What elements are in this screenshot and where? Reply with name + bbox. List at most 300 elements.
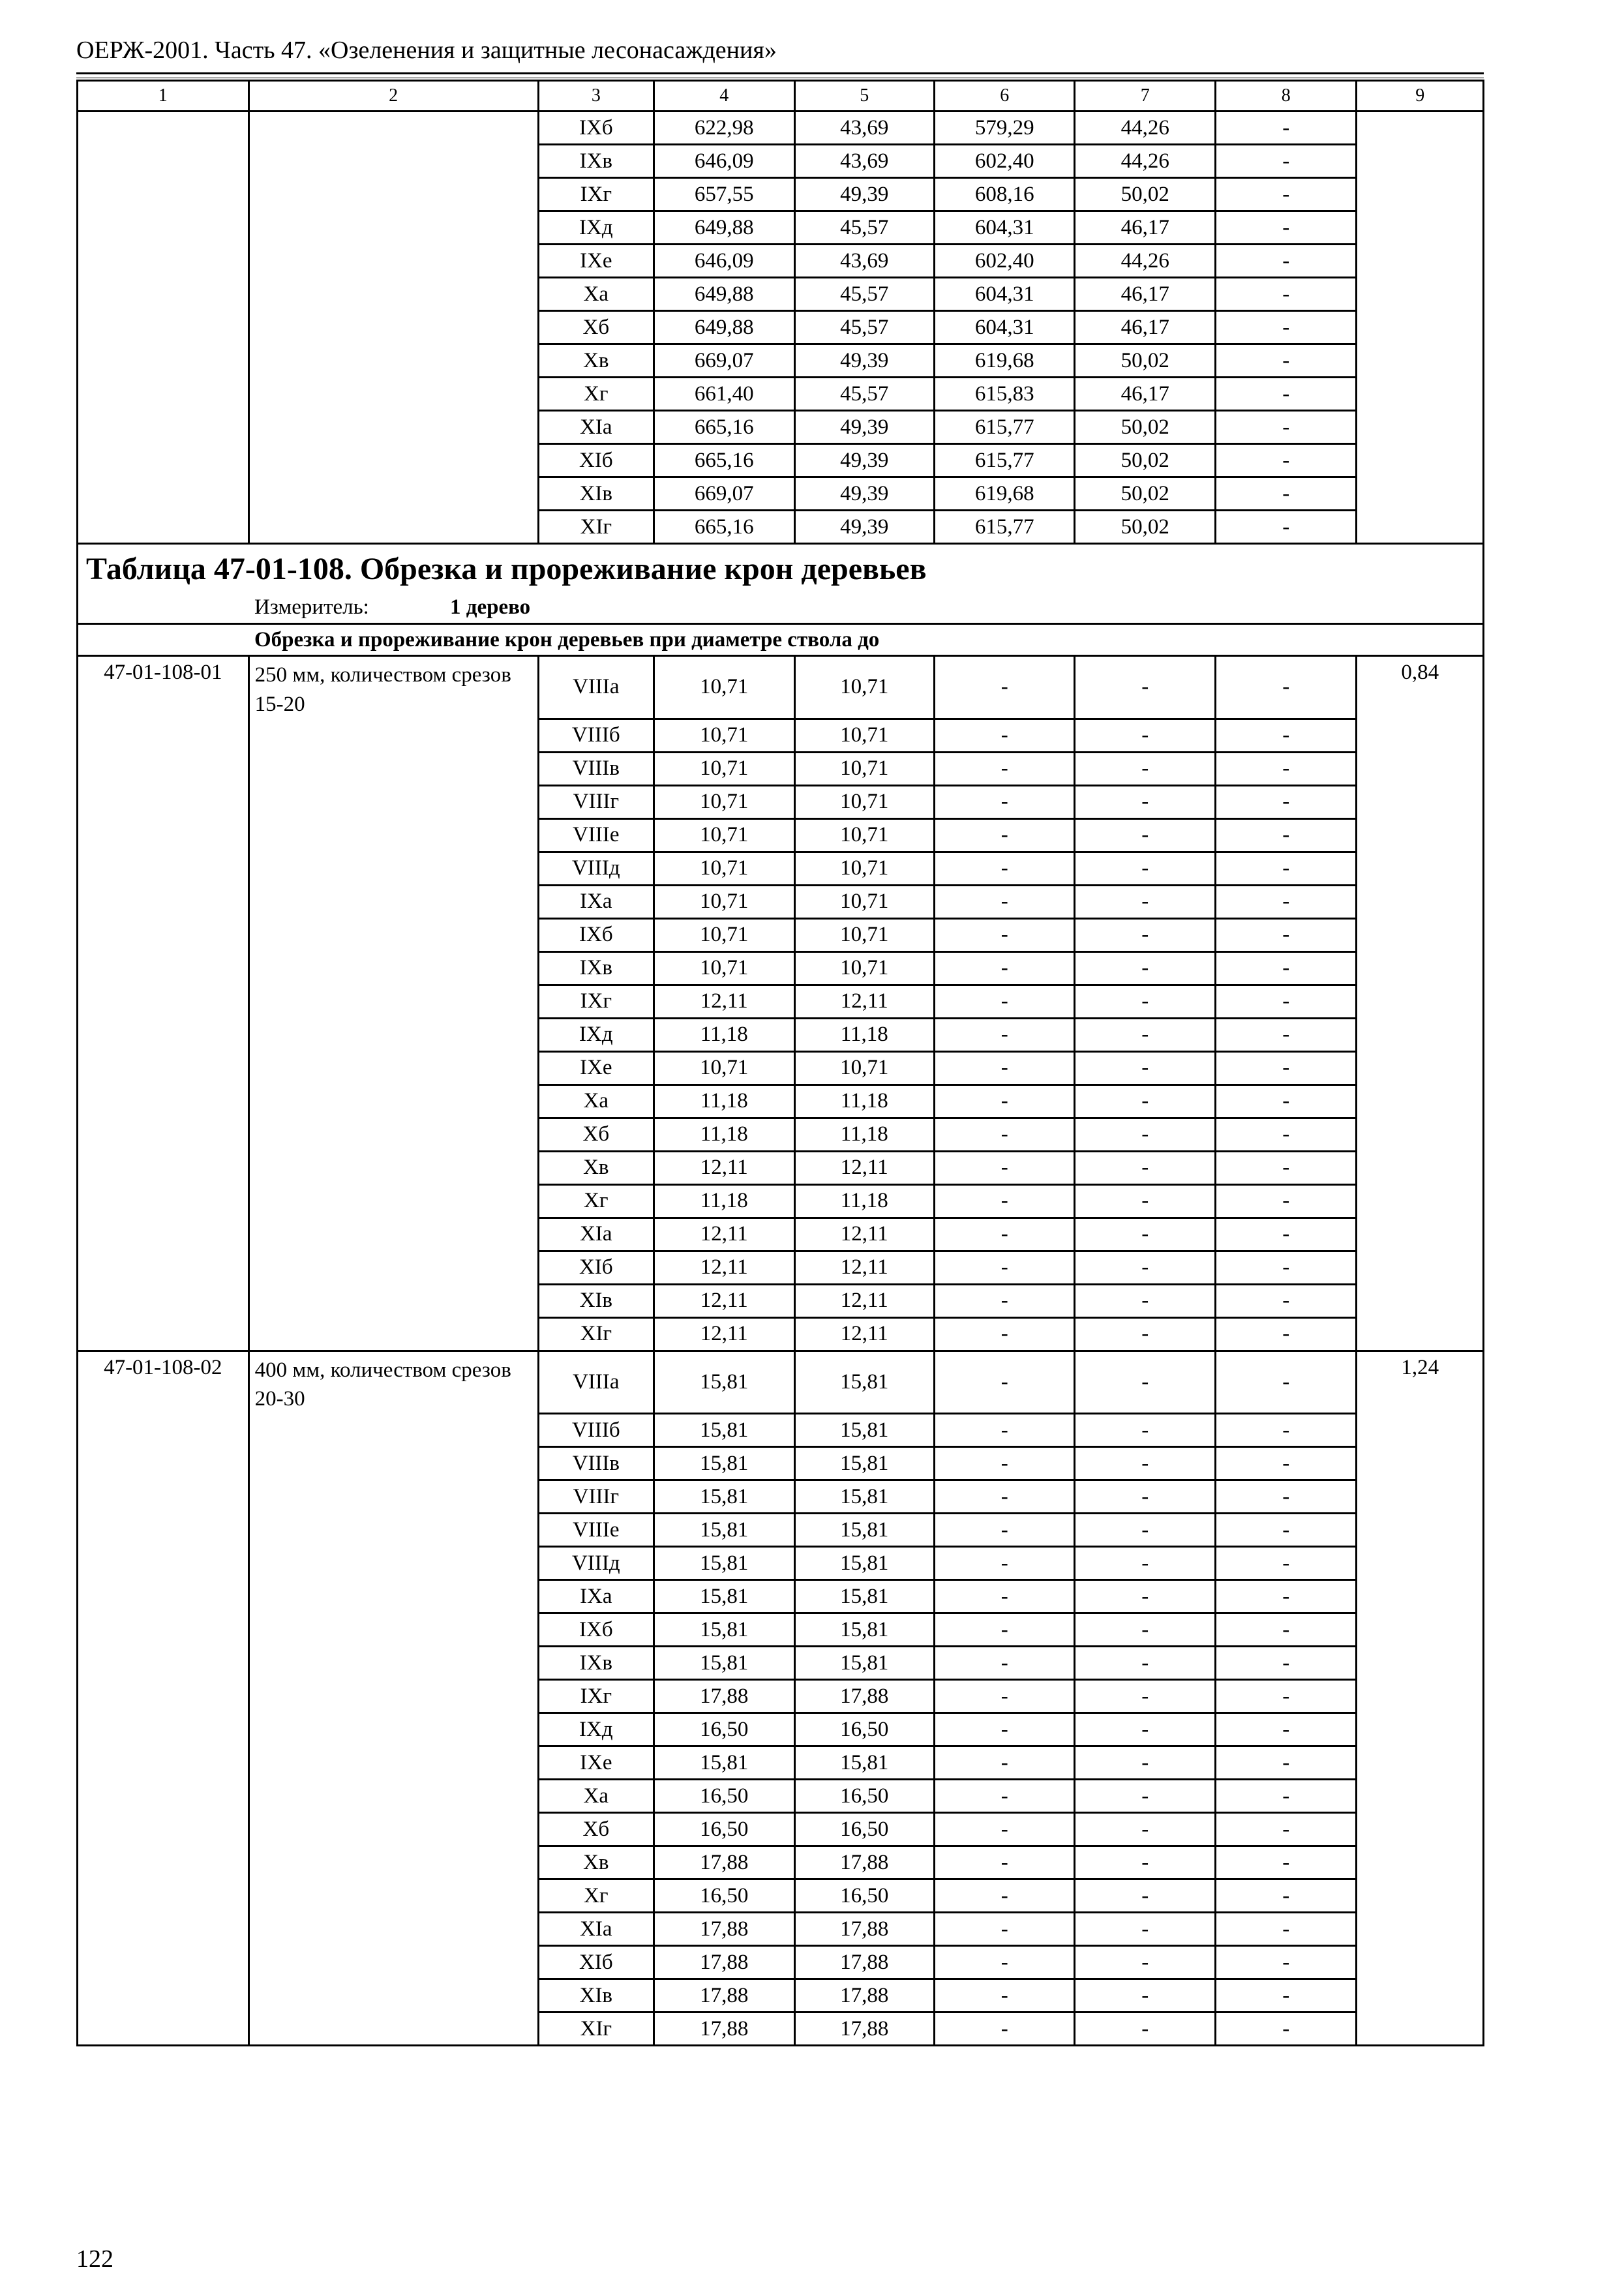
table-cell: 12,11 bbox=[794, 1284, 934, 1317]
table-row bbox=[78, 1085, 1484, 1118]
table-cell: 622,98 bbox=[654, 112, 794, 145]
table-cell: - bbox=[934, 1085, 1074, 1118]
table-cell: - bbox=[1075, 1813, 1215, 1846]
table-cell: 649,88 bbox=[654, 211, 794, 245]
code-cell bbox=[78, 885, 249, 918]
code-cell bbox=[78, 1547, 249, 1580]
table-cell: 49,39 bbox=[794, 344, 934, 378]
table-cell: 44,26 bbox=[1075, 112, 1215, 145]
table-cell: 17,88 bbox=[794, 1846, 934, 1879]
name-cell bbox=[248, 112, 538, 145]
table-cell: 615,77 bbox=[934, 411, 1074, 444]
table-cell: - bbox=[934, 1317, 1074, 1351]
table-cell: - bbox=[1215, 511, 1357, 544]
coef-cell bbox=[1357, 1447, 1484, 1480]
code-cell bbox=[78, 1580, 249, 1613]
table-cell: VIIIа bbox=[538, 1351, 654, 1414]
table-cell: 12,11 bbox=[654, 985, 794, 1018]
coef-cell bbox=[1357, 1151, 1484, 1184]
name-cell bbox=[248, 785, 538, 818]
code-cell bbox=[78, 1514, 249, 1547]
table-cell: - bbox=[1075, 1184, 1215, 1218]
table-cell: 11,18 bbox=[654, 1184, 794, 1218]
code-cell bbox=[78, 344, 249, 378]
table-cell: 17,88 bbox=[794, 1946, 934, 1979]
code-cell bbox=[78, 1018, 249, 1051]
table-cell: 46,17 bbox=[1075, 278, 1215, 311]
table-cell: - bbox=[1075, 1613, 1215, 1647]
code-cell bbox=[78, 1317, 249, 1351]
code-cell bbox=[78, 178, 249, 211]
code-cell bbox=[78, 411, 249, 444]
table-cell: - bbox=[1215, 2012, 1357, 2046]
name-cell bbox=[248, 951, 538, 985]
name-cell bbox=[248, 311, 538, 344]
coef-cell bbox=[1357, 785, 1484, 818]
name-cell bbox=[248, 1979, 538, 2012]
table-cell: IXе bbox=[538, 1051, 654, 1085]
table-cell: - bbox=[1075, 1746, 1215, 1780]
table-cell: 619,68 bbox=[934, 344, 1074, 378]
page-number: 122 bbox=[76, 2245, 113, 2273]
name-cell: 400 мм, количеством срезов 20-30 bbox=[248, 1351, 538, 1414]
name-cell bbox=[248, 1151, 538, 1184]
table-cell: 11,18 bbox=[794, 1085, 934, 1118]
table-cell: - bbox=[1215, 752, 1357, 785]
table-cell: - bbox=[934, 1051, 1074, 1085]
table-cell: - bbox=[1215, 656, 1357, 719]
table-cell: 17,88 bbox=[654, 1913, 794, 1946]
coef-cell bbox=[1357, 1547, 1484, 1580]
table-cell: 49,39 bbox=[794, 477, 934, 511]
name-cell bbox=[248, 1813, 538, 1846]
table-row bbox=[78, 1118, 1484, 1151]
coef-cell bbox=[1357, 1414, 1484, 1447]
table-cell: - bbox=[934, 1251, 1074, 1284]
table-cell: - bbox=[1215, 1613, 1357, 1647]
table-cell: - bbox=[934, 1218, 1074, 1251]
table-cell: 15,81 bbox=[794, 1514, 934, 1547]
table-cell: - bbox=[934, 1284, 1074, 1317]
table-cell: - bbox=[1215, 211, 1357, 245]
name-cell bbox=[248, 145, 538, 178]
table-row bbox=[78, 852, 1484, 885]
code-cell bbox=[78, 818, 249, 852]
table-cell: - bbox=[934, 1913, 1074, 1946]
table-cell: 11,18 bbox=[794, 1184, 934, 1218]
table-cell: 44,26 bbox=[1075, 245, 1215, 278]
coef-cell bbox=[1357, 1251, 1484, 1284]
table-cell: 669,07 bbox=[654, 344, 794, 378]
table-cell: - bbox=[1215, 1018, 1357, 1051]
table-row bbox=[78, 1184, 1484, 1218]
code-cell bbox=[78, 378, 249, 411]
table-cell: IXа bbox=[538, 885, 654, 918]
table-subtitle: Обрезка и прореживание крон деревьев при диаметре ствола до bbox=[78, 624, 1484, 656]
table-cell: 16,50 bbox=[654, 1813, 794, 1846]
coef-cell bbox=[1357, 1284, 1484, 1317]
code-cell bbox=[78, 1613, 249, 1647]
coef-cell bbox=[1357, 1218, 1484, 1251]
table-cell: 10,71 bbox=[794, 818, 934, 852]
table-cell: - bbox=[1215, 852, 1357, 885]
table-cell: - bbox=[1215, 311, 1357, 344]
table-cell: - bbox=[1075, 818, 1215, 852]
coef-cell bbox=[1357, 752, 1484, 785]
table-cell: Xб bbox=[538, 311, 654, 344]
table-cell: - bbox=[1075, 1051, 1215, 1085]
table-cell: - bbox=[1075, 719, 1215, 752]
table-cell: 15,81 bbox=[654, 1447, 794, 1480]
table-cell: VIIIг bbox=[538, 785, 654, 818]
table-cell: - bbox=[1215, 1813, 1357, 1846]
code-cell: 47-01-108-01 bbox=[78, 656, 249, 719]
coef-cell bbox=[1357, 278, 1484, 311]
table-row bbox=[78, 1218, 1484, 1251]
name-cell bbox=[248, 1251, 538, 1284]
name-cell bbox=[248, 178, 538, 211]
table-cell: XIг bbox=[538, 1317, 654, 1351]
table-cell: - bbox=[1075, 1547, 1215, 1580]
table-cell: 15,81 bbox=[794, 1480, 934, 1514]
code-cell bbox=[78, 477, 249, 511]
table-cell: - bbox=[1075, 2012, 1215, 2046]
table-cell: 17,88 bbox=[794, 1979, 934, 2012]
table-cell: XIв bbox=[538, 1979, 654, 2012]
column-number: 6 bbox=[934, 81, 1074, 112]
coef-cell bbox=[1357, 719, 1484, 752]
table-cell: Xв bbox=[538, 1151, 654, 1184]
table-cell: XIб bbox=[538, 1946, 654, 1979]
name-cell bbox=[248, 1051, 538, 1085]
code-cell bbox=[78, 211, 249, 245]
table-cell: - bbox=[934, 1184, 1074, 1218]
table-cell: 50,02 bbox=[1075, 511, 1215, 544]
table-cell: 46,17 bbox=[1075, 311, 1215, 344]
code-cell bbox=[78, 1913, 249, 1946]
table-row bbox=[78, 1846, 1484, 1879]
table-cell: IXе bbox=[538, 245, 654, 278]
table-cell: - bbox=[1215, 1118, 1357, 1151]
coef-cell bbox=[1357, 112, 1484, 145]
name-cell bbox=[248, 719, 538, 752]
table-cell: 50,02 bbox=[1075, 344, 1215, 378]
table-cell: - bbox=[1215, 1846, 1357, 1879]
table-row bbox=[78, 1680, 1484, 1713]
table-row bbox=[78, 1547, 1484, 1580]
table-cell: XIа bbox=[538, 1913, 654, 1946]
table-cell: 15,81 bbox=[794, 1746, 934, 1780]
table-cell: - bbox=[1075, 1846, 1215, 1879]
table-title-row bbox=[78, 544, 1484, 624]
table-cell: 44,26 bbox=[1075, 145, 1215, 178]
table-cell: 12,11 bbox=[654, 1251, 794, 1284]
table-cell: 10,71 bbox=[654, 852, 794, 885]
table-cell: - bbox=[1215, 1946, 1357, 1979]
table-cell: 15,81 bbox=[794, 1647, 934, 1680]
table-cell: 16,50 bbox=[794, 1879, 934, 1913]
table-cell: 17,88 bbox=[794, 1913, 934, 1946]
table-row bbox=[78, 1251, 1484, 1284]
table-cell: - bbox=[1215, 918, 1357, 951]
name-cell bbox=[248, 1613, 538, 1647]
name-cell bbox=[248, 1713, 538, 1746]
table-cell: Xг bbox=[538, 1879, 654, 1913]
coef-cell bbox=[1357, 1184, 1484, 1218]
table-cell: - bbox=[1215, 1547, 1357, 1580]
table-cell: 16,50 bbox=[794, 1780, 934, 1813]
table-cell: IXв bbox=[538, 145, 654, 178]
table-row bbox=[78, 1813, 1484, 1846]
table-cell: 615,77 bbox=[934, 444, 1074, 477]
table-cell: Xв bbox=[538, 1846, 654, 1879]
table-cell: - bbox=[1215, 1713, 1357, 1746]
coef-cell bbox=[1357, 444, 1484, 477]
table-cell: 45,57 bbox=[794, 211, 934, 245]
table-cell: 12,11 bbox=[654, 1317, 794, 1351]
table-cell: 15,81 bbox=[794, 1547, 934, 1580]
name-cell bbox=[248, 1580, 538, 1613]
name-cell bbox=[248, 818, 538, 852]
table-cell: 16,50 bbox=[654, 1879, 794, 1913]
table-cell: 50,02 bbox=[1075, 411, 1215, 444]
table-cell: 615,83 bbox=[934, 378, 1074, 411]
table-cell: - bbox=[934, 1979, 1074, 2012]
table-row bbox=[78, 411, 1484, 444]
code-cell bbox=[78, 1051, 249, 1085]
table-cell: IXв bbox=[538, 1647, 654, 1680]
code-cell bbox=[78, 852, 249, 885]
table-cell: - bbox=[1215, 1085, 1357, 1118]
table-cell: 602,40 bbox=[934, 245, 1074, 278]
table-cell: - bbox=[934, 1580, 1074, 1613]
table-cell: 649,88 bbox=[654, 311, 794, 344]
table-cell: - bbox=[934, 1647, 1074, 1680]
coef-cell bbox=[1357, 1780, 1484, 1813]
table-cell: 49,39 bbox=[794, 444, 934, 477]
table-cell: 16,50 bbox=[654, 1780, 794, 1813]
table-cell: - bbox=[1215, 1746, 1357, 1780]
coef-cell bbox=[1357, 411, 1484, 444]
table-cell: Xа bbox=[538, 1085, 654, 1118]
coef-cell bbox=[1357, 1680, 1484, 1713]
table-row bbox=[78, 1946, 1484, 1979]
table-cell: 17,88 bbox=[654, 2012, 794, 2046]
table-row bbox=[78, 112, 1484, 145]
table-cell: VIIIв bbox=[538, 1447, 654, 1480]
table-cell: 15,81 bbox=[654, 1647, 794, 1680]
coef-cell bbox=[1357, 311, 1484, 344]
table-cell: 12,11 bbox=[654, 1284, 794, 1317]
table-row bbox=[78, 477, 1484, 511]
page-header: ОЕРЖ-2001. Часть 47. «Озеленения и защитные лесонасаждения» bbox=[76, 37, 777, 64]
code-cell bbox=[78, 918, 249, 951]
name-cell bbox=[248, 918, 538, 951]
table-cell: 10,71 bbox=[654, 752, 794, 785]
table-cell: - bbox=[1215, 818, 1357, 852]
column-number: 2 bbox=[248, 81, 538, 112]
code-cell bbox=[78, 1184, 249, 1218]
table-cell: 15,81 bbox=[654, 1351, 794, 1414]
table-cell: 50,02 bbox=[1075, 477, 1215, 511]
table-cell: - bbox=[1075, 1680, 1215, 1713]
column-number: 5 bbox=[794, 81, 934, 112]
table-cell: IXа bbox=[538, 1580, 654, 1613]
table-cell: - bbox=[1215, 278, 1357, 311]
coef-cell bbox=[1357, 918, 1484, 951]
table-cell: - bbox=[934, 1713, 1074, 1746]
table-cell: 17,88 bbox=[794, 2012, 934, 2046]
coef-cell bbox=[1357, 1879, 1484, 1913]
table-cell: 15,81 bbox=[794, 1414, 934, 1447]
name-cell bbox=[248, 1913, 538, 1946]
table-cell: 43,69 bbox=[794, 245, 934, 278]
table-cell: 615,77 bbox=[934, 511, 1074, 544]
table-row bbox=[78, 1480, 1484, 1514]
table-cell: 619,68 bbox=[934, 477, 1074, 511]
name-cell bbox=[248, 752, 538, 785]
code-cell bbox=[78, 1946, 249, 1979]
table-cell: 11,18 bbox=[654, 1018, 794, 1051]
table-cell: 10,71 bbox=[794, 656, 934, 719]
table-cell: - bbox=[1075, 1118, 1215, 1151]
table-cell: - bbox=[934, 852, 1074, 885]
name-cell bbox=[248, 1746, 538, 1780]
coef-cell bbox=[1357, 951, 1484, 985]
coef-cell bbox=[1357, 245, 1484, 278]
code-cell bbox=[78, 1284, 249, 1317]
name-cell bbox=[248, 1184, 538, 1218]
table-cell: - bbox=[1075, 918, 1215, 951]
code-cell bbox=[78, 785, 249, 818]
table-cell: - bbox=[1215, 1913, 1357, 1946]
table-cell: - bbox=[934, 1879, 1074, 1913]
table-row bbox=[78, 1447, 1484, 1480]
table-cell: 43,69 bbox=[794, 145, 934, 178]
table-cell: 12,11 bbox=[654, 1218, 794, 1251]
table-cell: 45,57 bbox=[794, 278, 934, 311]
table-cell: - bbox=[1075, 1913, 1215, 1946]
name-cell bbox=[248, 1547, 538, 1580]
code-cell bbox=[78, 1218, 249, 1251]
table-cell: 604,31 bbox=[934, 278, 1074, 311]
table-cell: - bbox=[934, 818, 1074, 852]
code-cell bbox=[78, 1151, 249, 1184]
code-cell bbox=[78, 752, 249, 785]
table-cell: 604,31 bbox=[934, 311, 1074, 344]
table-row bbox=[78, 1913, 1484, 1946]
table-cell: - bbox=[1215, 112, 1357, 145]
table-cell: - bbox=[934, 985, 1074, 1018]
name-cell bbox=[248, 378, 538, 411]
table-cell: - bbox=[1215, 1284, 1357, 1317]
table-row bbox=[78, 1051, 1484, 1085]
coef-cell bbox=[1357, 985, 1484, 1018]
table-row bbox=[78, 918, 1484, 951]
table-row bbox=[78, 1746, 1484, 1780]
coef-cell bbox=[1357, 1085, 1484, 1118]
table-row bbox=[78, 511, 1484, 544]
table-cell: 579,29 bbox=[934, 112, 1074, 145]
table-cell: 17,88 bbox=[654, 1946, 794, 1979]
table-cell: 17,88 bbox=[654, 1680, 794, 1713]
table-cell: - bbox=[1215, 719, 1357, 752]
table-row bbox=[78, 785, 1484, 818]
table-cell: IXб bbox=[538, 112, 654, 145]
table-cell: 10,71 bbox=[654, 918, 794, 951]
name-cell bbox=[248, 1414, 538, 1447]
table-cell: - bbox=[934, 1946, 1074, 1979]
table-cell: - bbox=[1075, 1713, 1215, 1746]
coef-cell bbox=[1357, 211, 1484, 245]
table-cell: 45,57 bbox=[794, 378, 934, 411]
table-row bbox=[78, 1018, 1484, 1051]
table-cell: 604,31 bbox=[934, 211, 1074, 245]
name-cell bbox=[248, 211, 538, 245]
table-cell: 15,81 bbox=[794, 1613, 934, 1647]
table-cell: 15,81 bbox=[654, 1514, 794, 1547]
code-cell bbox=[78, 278, 249, 311]
code-cell bbox=[78, 1846, 249, 1879]
coef-cell bbox=[1357, 378, 1484, 411]
table-cell: - bbox=[1215, 885, 1357, 918]
table-cell: 11,18 bbox=[654, 1118, 794, 1151]
name-cell bbox=[248, 1085, 538, 1118]
table-cell: 16,50 bbox=[794, 1813, 934, 1846]
coef-cell bbox=[1357, 1846, 1484, 1879]
code-cell bbox=[78, 1647, 249, 1680]
table-cell: - bbox=[1215, 411, 1357, 444]
coef-cell bbox=[1357, 511, 1484, 544]
name-cell bbox=[248, 2012, 538, 2046]
code-cell bbox=[78, 1713, 249, 1746]
table-cell: VIIIд bbox=[538, 852, 654, 885]
table-cell: - bbox=[934, 1414, 1074, 1447]
table-cell: - bbox=[934, 752, 1074, 785]
table-cell: - bbox=[934, 1514, 1074, 1547]
table-cell: - bbox=[1075, 1946, 1215, 1979]
code-cell bbox=[78, 145, 249, 178]
table-cell: - bbox=[1075, 885, 1215, 918]
table-subtitle-row bbox=[78, 624, 1484, 656]
name-cell bbox=[248, 245, 538, 278]
table-cell: - bbox=[934, 2012, 1074, 2046]
table-cell: - bbox=[934, 1547, 1074, 1580]
table-cell: - bbox=[934, 719, 1074, 752]
table-cell: 17,88 bbox=[794, 1680, 934, 1713]
table-cell: - bbox=[1215, 1580, 1357, 1613]
name-cell bbox=[248, 1317, 538, 1351]
coef-cell: 1,24 bbox=[1357, 1351, 1484, 1414]
code-cell bbox=[78, 1251, 249, 1284]
table-cell: 12,11 bbox=[794, 1317, 934, 1351]
name-cell bbox=[248, 885, 538, 918]
table-cell: - bbox=[1215, 1218, 1357, 1251]
table-cell: 10,71 bbox=[654, 1051, 794, 1085]
table-cell: 15,81 bbox=[794, 1447, 934, 1480]
table-cell: - bbox=[934, 656, 1074, 719]
table-cell: - bbox=[1075, 985, 1215, 1018]
table-cell: 43,69 bbox=[794, 112, 934, 145]
table-cell: 16,50 bbox=[794, 1713, 934, 1746]
table-row bbox=[78, 311, 1484, 344]
table-cell: 15,81 bbox=[794, 1580, 934, 1613]
table-cell: Xб bbox=[538, 1813, 654, 1846]
table-cell: - bbox=[1075, 1018, 1215, 1051]
coef-cell bbox=[1357, 178, 1484, 211]
coef-cell bbox=[1357, 477, 1484, 511]
code-cell bbox=[78, 1085, 249, 1118]
